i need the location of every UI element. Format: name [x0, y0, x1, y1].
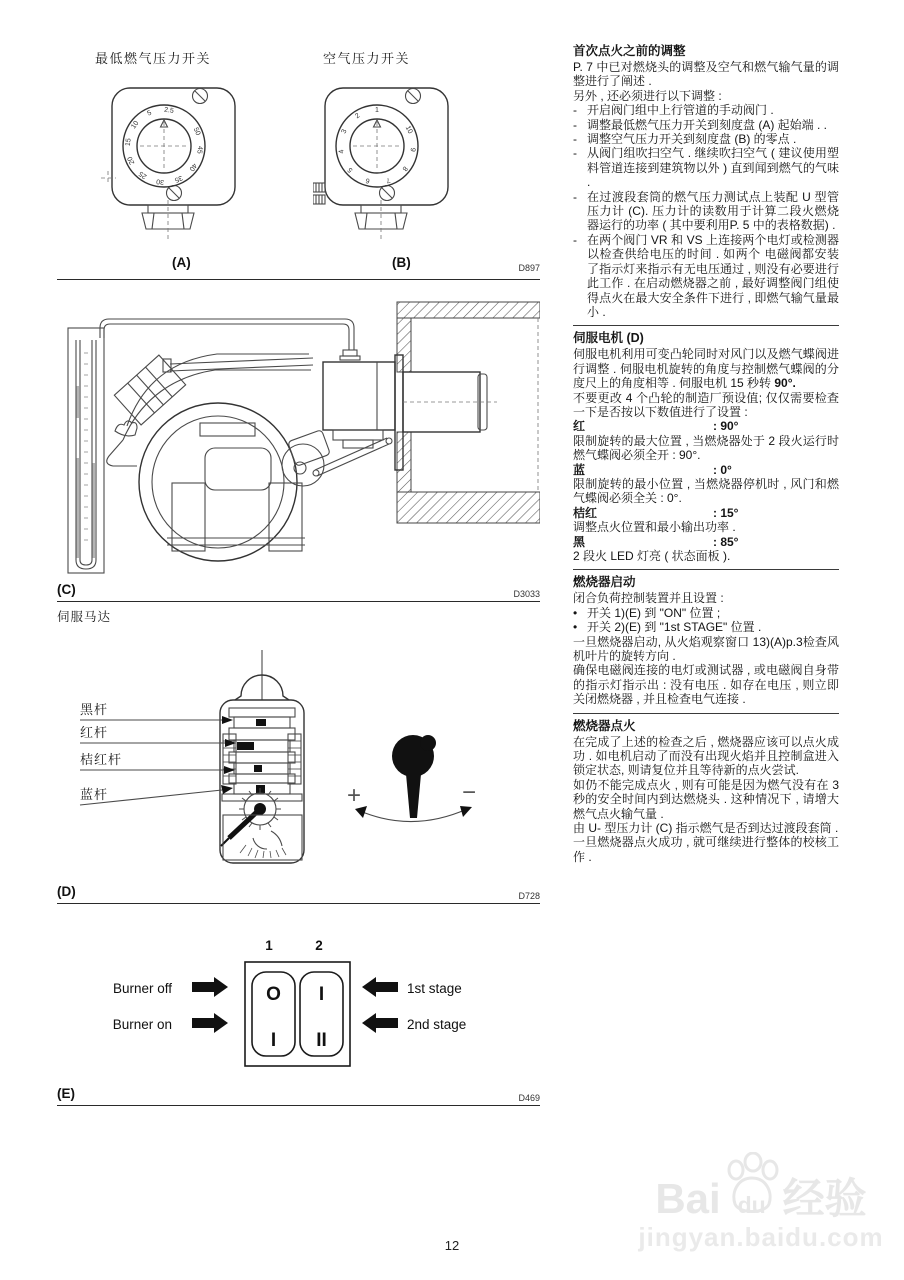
switch1-on-glyph: I — [270, 1030, 277, 1051]
caption-a: (A) — [172, 255, 191, 270]
burner-body — [107, 354, 313, 561]
air-pressure-switch-figure — [313, 82, 455, 242]
switch2-stage1-glyph: I — [318, 984, 325, 1005]
svg-text:5: 5 — [146, 109, 153, 118]
adjustment-gear — [221, 788, 281, 846]
bottom-nut — [355, 200, 407, 240]
svg-text:7: 7 — [385, 175, 391, 184]
burner-off-label: Burner off — [112, 981, 172, 996]
instructions-column — [573, 44, 839, 864]
min-gas-pressure-switch-figure — [100, 82, 242, 242]
divider — [57, 1105, 540, 1106]
boiler-wall — [397, 302, 540, 523]
pressure-tap-stubs — [313, 183, 325, 204]
dial-b — [336, 105, 418, 187]
paragraph: 如仍不能完成点火 , 则有可能是因为燃气没有在 3 秒的安全时间内到达燃烧头 . 这种情况下 , 请增大燃气点火输气量 . — [573, 777, 839, 821]
paragraph: 一旦燃烧器启动, 从火焰观察窗口 13)(A)p.3检查风机叶片的旋转方向 . — [573, 634, 839, 663]
svg-text:30: 30 — [156, 177, 165, 186]
black-rod-label: 黑杆 — [80, 702, 109, 717]
minus-sign: − — [462, 779, 477, 806]
caption-d: (D) — [57, 884, 76, 899]
list-item: - 在过渡段套筒的燃气压力测试点上装配 U 型管压力计 (C). 压力计的读数用于计算二段火燃烧器运行的功率 ( 其中要利用P. 5 中的表格数据) . — [573, 189, 839, 233]
list-item: - 开启阀门组中上行管道的手动阀门 . — [573, 103, 774, 118]
servo-motor-label: 伺服马达 — [57, 610, 112, 624]
svg-text:4: 4 — [338, 149, 346, 155]
plus-sign: + — [347, 782, 362, 809]
cam-setting-orange: 桔红 : 15° — [573, 505, 739, 520]
cam-setting-black: 黑 : 85° — [573, 534, 739, 549]
svg-text:20: 20 — [126, 155, 137, 166]
switch-panel — [245, 962, 350, 1066]
section-title: 燃烧器启动 — [573, 575, 636, 590]
section-servomotor — [573, 325, 839, 563]
svg-text:10: 10 — [130, 119, 141, 131]
paragraph: 另外 , 还必须进行以下调整 : — [573, 88, 722, 103]
section-burner-starting — [573, 569, 839, 706]
side-connection-mark — [101, 171, 116, 185]
section-adjustments-before-first-firing — [573, 44, 839, 319]
servomotor-figure — [57, 648, 540, 883]
list-item: • 开关 1)(E) 到 "ON" 位置 ; — [573, 605, 721, 620]
watermark-jingyan: 经验 — [782, 1175, 867, 1223]
switch1-number: 1 — [265, 938, 273, 953]
svg-text:2: 2 — [354, 112, 362, 121]
paragraph: 2 段火 LED 灯亮 ( 状态面板 ). — [573, 548, 731, 563]
servomotor-linkage — [282, 430, 392, 486]
page-number: 12 — [444, 1238, 460, 1253]
cam-setting-red: 红 : 90° — [573, 419, 739, 434]
burner-manometer-figure — [57, 298, 540, 586]
list-item: • 开关 2)(E) 到 "1st STAGE" 位置 . — [573, 620, 762, 635]
list-item: - 在两个阀门 VR 和 VS 上连接两个电灯或检测器以检查供给电压的时间 . 如两个 电磁阀都安装了指示灯来指示有无电压通过 , 则没有必要进行此工作 . 在启动燃烧器之前 , 最好调整阀门组使得点火在最大安全条件下进行 , 即燃气输气量最小 . — [573, 232, 839, 319]
baidu-paw-icon — [723, 1152, 781, 1218]
paragraph: 限制旋转的最小位置 , 当燃烧器停机时 , 风门和燃气蝶阀必须全关 : 0°. — [573, 476, 839, 506]
orange-rod-label: 桔红杆 — [80, 752, 123, 767]
arrow-left-icon — [362, 977, 398, 1033]
stage2-label: 2nd stage — [407, 1017, 467, 1032]
watermark-du: du — [737, 1192, 766, 1219]
svg-text:35: 35 — [173, 173, 184, 184]
position-scale — [223, 815, 302, 860]
side-ribs — [223, 734, 301, 784]
svg-text:2.5: 2.5 — [163, 106, 175, 115]
svg-text:50: 50 — [191, 126, 202, 137]
list-item: - 调整空气压力开关到刻度盘 (B) 的零点 . — [573, 132, 797, 147]
adjustment-key-icon — [347, 735, 476, 822]
blue-rod-label: 蓝杆 — [80, 787, 109, 802]
arrow-right-icon — [192, 977, 228, 1033]
figure-code-d469: D469 — [518, 1093, 540, 1103]
air-pressure-switch-title: 空气压力开关 — [323, 51, 411, 66]
section-title: 燃烧器点火 — [573, 718, 636, 733]
bottom-nut — [142, 200, 194, 240]
paragraph: 闭合负荷控制装置并且设置 : — [573, 591, 724, 606]
paragraph: 限制旋转的最大位置 , 当燃烧器处于 2 段火运行时燃气蝶阀必须全开 : 90°. — [573, 433, 839, 463]
paragraph: 调整点火位置和最小输出功率 . — [573, 520, 736, 535]
svg-text:40: 40 — [187, 161, 198, 173]
burner-on-label: Burner on — [112, 1017, 172, 1032]
dial-a — [123, 105, 205, 187]
paragraph: 在完成了上述的检查之后 , 燃烧器应该可以点火成功 . 如电机启动了而没有出现火焰并且控制盒进入锁定状态, 则请复位并且等待新的点火尝试. — [573, 734, 839, 778]
caption-c: (C) — [57, 582, 76, 597]
svg-text:6: 6 — [365, 176, 371, 185]
list-item: - 从阀门组吹扫空气 . 继续吹扫空气 ( 建议使用塑料管道连接到建筑物以外 ) 直到闻到燃气的气味 . — [573, 146, 839, 190]
list-item: - 调整最低燃气压力开关到刻度盘 (A) 起始端 . . — [573, 117, 828, 132]
switch2-stage2-glyph: II — [316, 1030, 327, 1051]
switch2-number: 2 — [315, 938, 323, 953]
switch1-off-glyph: O — [266, 984, 281, 1005]
svg-text:45: 45 — [195, 145, 204, 154]
paragraph: 由 U- 型压力计 (C) 指示燃气是否到达过渡段套筒 . — [573, 821, 839, 836]
watermark-bai: Bai — [655, 1175, 721, 1223]
section-burner-firing — [573, 713, 839, 865]
svg-text:9: 9 — [408, 147, 416, 153]
svg-text:5: 5 — [346, 165, 355, 174]
cam-setting-blue: 蓝 : 0° — [573, 462, 732, 477]
figure-code-d728: D728 — [518, 891, 540, 901]
divider — [57, 903, 540, 904]
figure-code-d897: D897 — [518, 263, 540, 273]
divider — [57, 601, 540, 602]
figure-code-d3033: D3033 — [513, 589, 540, 599]
watermark-url: jingyan.baidu.com — [638, 1222, 884, 1252]
u-tube-manometer — [68, 328, 104, 573]
svg-text:3: 3 — [340, 128, 349, 135]
svg-text:15: 15 — [124, 138, 133, 147]
gas-pressure-switch-title: 最低燃气压力开关 — [95, 51, 212, 66]
paragraph: 一旦燃烧器点火成功 , 就可继续进行整体的校核工作 . — [573, 835, 839, 864]
svg-text:8: 8 — [400, 164, 409, 173]
servomotor-body — [220, 650, 304, 863]
section-title: 伺服电机 (D) — [573, 331, 644, 346]
section-title: 首次点火之前的调整 — [573, 44, 686, 58]
cam-rod-labels — [80, 702, 236, 805]
paragraph: 不要更改 4 个凸轮的制造厂预设值; 仅仅需要检查一下是否按以下数值进行了设置 : — [573, 390, 839, 419]
caption-e: (E) — [57, 1086, 75, 1101]
red-rod-label: 红杆 — [80, 725, 109, 740]
paragraph: 确保电磁阀连接的电灯或测试器 , 或电磁阀自身带的指示灯指示出 : 没有电压 . 如存在电压 , 则立即关闭燃烧器 , 并且检查电气连接 . — [573, 663, 839, 707]
divider — [57, 279, 540, 280]
svg-text:10: 10 — [403, 124, 414, 135]
paragraph: 伺服电机利用可变凸轮同时对风门以及燃气蝶阀进行调整 . 伺服电机旋转的角度与控制燃气蝶阀的分度尺上的角度相等 . 伺服电机 15 秒转 90°. — [573, 347, 839, 391]
control-box — [114, 355, 185, 425]
paragraph: P. 7 中已对燃烧头的调整及空气和燃气输气量的调整进行了阐述 . — [573, 60, 839, 89]
svg-text:1: 1 — [375, 107, 379, 114]
svg-text:25: 25 — [137, 169, 149, 180]
switch-panel-figure — [57, 930, 540, 1080]
stage1-label: 1st stage — [407, 981, 462, 996]
caption-b: (B) — [392, 255, 411, 270]
